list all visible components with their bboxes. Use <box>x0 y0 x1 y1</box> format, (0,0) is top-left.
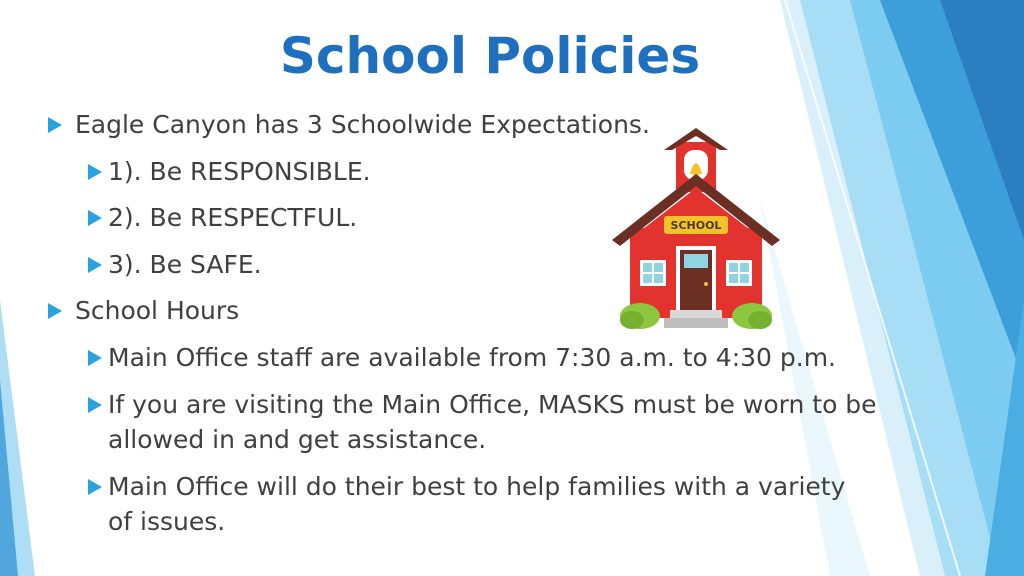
bullet-item: Eagle Canyon has 3 Schoolwide Expectations. <box>75 110 650 139</box>
triangle-right-icon <box>88 257 102 273</box>
bullet-item: 2). Be RESPECTFUL. <box>108 203 358 232</box>
bullet-item: If you are visiting the Main Office, MASKS must be worn to be <box>108 390 877 419</box>
bullet-item-continuation: allowed in and get assistance. <box>108 425 487 454</box>
svg-text:SCHOOL: SCHOOL <box>670 219 722 232</box>
triangle-right-icon <box>88 164 102 180</box>
bullet-item: 3). Be SAFE. <box>108 250 262 279</box>
triangle-right-icon <box>88 350 102 366</box>
bullet-item: 1). Be RESPONSIBLE. <box>108 157 371 186</box>
triangle-right-icon <box>48 117 62 133</box>
triangle-right-icon <box>88 479 102 495</box>
bullet-item: Main Office staff are available from 7:30 a.m. to 4:30 p.m. <box>108 343 837 372</box>
schoolhouse-icon <box>612 128 780 330</box>
slide-title: School Policies <box>279 27 701 85</box>
triangle-right-icon <box>88 397 102 413</box>
triangle-right-icon <box>88 210 102 226</box>
bullet-item: School Hours <box>75 296 240 325</box>
triangle-right-icon <box>48 303 62 319</box>
bullet-item: Main Office will do their best to help families with a variety <box>108 472 846 501</box>
bullet-item-continuation: of issues. <box>108 507 226 536</box>
